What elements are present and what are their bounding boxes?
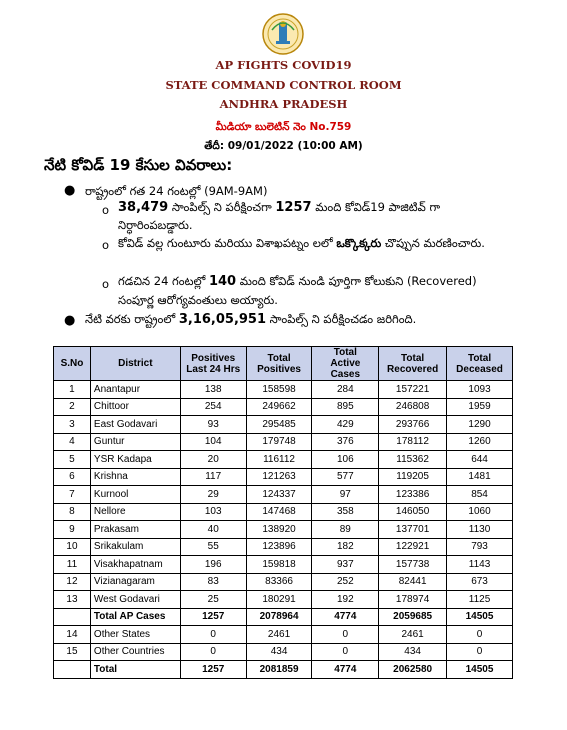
table-cell: Total AP Cases — [90, 608, 180, 626]
table-cell: 146050 — [379, 503, 447, 521]
table-cell: 2062580 — [379, 661, 447, 679]
table-cell: 2 — [54, 398, 91, 416]
table-cell: 1 — [54, 381, 91, 399]
bullet-2-text-end: సాంపిల్స్ ని పరీక్షించడం జరిగింది. — [266, 312, 417, 326]
table-cell: 11 — [54, 556, 91, 574]
table-cell: 137701 — [379, 521, 447, 539]
table-row — [54, 556, 513, 574]
sub-bullet-1a — [118, 200, 440, 217]
table-cell: 29 — [180, 486, 246, 504]
table-cell: 180291 — [246, 591, 312, 609]
table-cell: Visakhapatnam — [90, 556, 180, 574]
table-cell: 358 — [312, 503, 379, 521]
column-header: Total Recovered — [379, 347, 447, 381]
column-header: Total Deceased — [447, 347, 513, 381]
table-cell: 178974 — [379, 591, 447, 609]
table-cell: Other States — [90, 626, 180, 644]
media-bulletin-number: మీడియా బులెటిన్ నెం No.759 — [215, 121, 352, 133]
table-cell: East Godavari — [90, 416, 180, 434]
table-total-row — [54, 661, 513, 679]
table-cell: 106 — [312, 451, 379, 469]
sub-bullet-1b-text-pre: కోవిడ్ వల్ల గుంటూరు మరియు విశాఖపట్నం లలో — [118, 236, 337, 250]
table-row — [54, 521, 513, 539]
table-row — [54, 643, 513, 661]
table-cell: 1481 — [447, 468, 513, 486]
table-cell: 14505 — [447, 661, 513, 679]
sub-bullet-marker: o — [102, 277, 110, 291]
table-cell: Anantapur — [90, 381, 180, 399]
district-cases-table — [53, 346, 513, 679]
table-cell: 122921 — [379, 538, 447, 556]
table-cell: 434 — [246, 643, 312, 661]
table-cell: Total — [90, 661, 180, 679]
table-row — [54, 573, 513, 591]
table-cell: 0 — [312, 643, 379, 661]
page-title: నేటి కోవిడ్ 19 కేసుల వివరాలు: — [44, 156, 233, 174]
table-cell: 4774 — [312, 608, 379, 626]
sub-bullet-marker: o — [102, 238, 110, 252]
table-cell: 895 — [312, 398, 379, 416]
table-cell: 577 — [312, 468, 379, 486]
table-cell: Nellore — [90, 503, 180, 521]
table-row — [54, 416, 513, 434]
table-cell: 1257 — [180, 608, 246, 626]
table-cell: Chittoor — [90, 398, 180, 416]
header-line-1: AP FIGHTS COVID19 — [215, 58, 352, 72]
table-cell: 0 — [447, 626, 513, 644]
table-cell: Prakasam — [90, 521, 180, 539]
table-row — [54, 468, 513, 486]
table-row — [54, 451, 513, 469]
table-cell: Guntur — [90, 433, 180, 451]
table-cell: 25 — [180, 591, 246, 609]
table-cell: 295485 — [246, 416, 312, 434]
table-row — [54, 591, 513, 609]
table-cell: 147468 — [246, 503, 312, 521]
table-cell: 1093 — [447, 381, 513, 399]
table-cell: YSR Kadapa — [90, 451, 180, 469]
table-cell — [54, 661, 91, 679]
recovered-24h: 140 — [208, 274, 237, 289]
sub-bullet-1a-line2: నిర్ధారింపబడ్డారు. — [118, 218, 193, 232]
table-row — [54, 398, 513, 416]
table-cell: 1290 — [447, 416, 513, 434]
table-cell: Other Countries — [90, 643, 180, 661]
table-cell: 158598 — [246, 381, 312, 399]
table-cell: 12 — [54, 573, 91, 591]
column-header: Total Positives — [246, 347, 312, 381]
sub-bullet-1b-text-end: చొప్పున మరణించారు. — [381, 236, 485, 250]
table-cell: 4 — [54, 433, 91, 451]
table-cell: 117 — [180, 468, 246, 486]
table-cell: 644 — [447, 451, 513, 469]
table-cell: 252 — [312, 573, 379, 591]
table-cell: 179748 — [246, 433, 312, 451]
table-cell: Kurnool — [90, 486, 180, 504]
table-cell: 157738 — [379, 556, 447, 574]
table-cell: 178112 — [379, 433, 447, 451]
table-row — [54, 433, 513, 451]
table-cell: 1130 — [447, 521, 513, 539]
bullet-2-text — [85, 312, 416, 329]
table-cell: 89 — [312, 521, 379, 539]
table-cell: 14505 — [447, 608, 513, 626]
table-cell: 14 — [54, 626, 91, 644]
table-cell: 793 — [447, 538, 513, 556]
table-cell: 6 — [54, 468, 91, 486]
table-header-row — [54, 347, 513, 381]
total-samples-tested: 3,16,05,951 — [178, 312, 267, 327]
table-cell: 249662 — [246, 398, 312, 416]
table-cell: 138 — [180, 381, 246, 399]
header-line-2: STATE COMMAND CONTROL ROOM — [165, 78, 402, 92]
table-cell: 429 — [312, 416, 379, 434]
sub-bullet-2 — [118, 274, 477, 291]
table-cell: 115362 — [379, 451, 447, 469]
table-cell: 159818 — [246, 556, 312, 574]
table-cell: 0 — [447, 643, 513, 661]
table-cell: 123896 — [246, 538, 312, 556]
table-cell: 15 — [54, 643, 91, 661]
column-header: S.No — [54, 347, 91, 381]
table-cell: 1143 — [447, 556, 513, 574]
table-cell: 254 — [180, 398, 246, 416]
table-cell: 20 — [180, 451, 246, 469]
samples-tested-24h: 38,479 — [118, 200, 169, 215]
table-cell: 103 — [180, 503, 246, 521]
table-cell: 293766 — [379, 416, 447, 434]
table-cell: 157221 — [379, 381, 447, 399]
table-cell: 138920 — [246, 521, 312, 539]
table-cell: 1125 — [447, 591, 513, 609]
table-cell: 7 — [54, 486, 91, 504]
bullet-marker: ● — [64, 183, 76, 198]
table-cell: 3 — [54, 416, 91, 434]
table-cell: 83366 — [246, 573, 312, 591]
table-cell: 192 — [312, 591, 379, 609]
table-cell: 55 — [180, 538, 246, 556]
table-total-row — [54, 608, 513, 626]
column-header: Positives Last 24 Hrs — [180, 347, 246, 381]
sub-bullet-1a-text-mid: సాంపిల్స్ ని పరీక్షించగా — [168, 200, 276, 214]
table-cell: 673 — [447, 573, 513, 591]
table-cell: 5 — [54, 451, 91, 469]
table-cell: 196 — [180, 556, 246, 574]
table-cell: 93 — [180, 416, 246, 434]
table-cell: 10 — [54, 538, 91, 556]
column-header: District — [90, 347, 180, 381]
table-cell: 119205 — [379, 468, 447, 486]
table-cell: Vizianagaram — [90, 573, 180, 591]
sub-bullet-2-line2: సంపూర్ణ ఆరోగ్యవంతులు అయ్యారు. — [118, 293, 278, 307]
table-row — [54, 503, 513, 521]
table-cell: 9 — [54, 521, 91, 539]
table-row — [54, 486, 513, 504]
table-row — [54, 381, 513, 399]
table-cell: 0 — [180, 626, 246, 644]
table-cell: 2078964 — [246, 608, 312, 626]
sub-bullet-2-text-pre: గడచిన 24 గంటల్లో — [118, 274, 209, 288]
table-cell: 1260 — [447, 433, 513, 451]
table-cell: 116112 — [246, 451, 312, 469]
table-cell: 1060 — [447, 503, 513, 521]
table-cell: Krishna — [90, 468, 180, 486]
sub-bullet-2-text-end: మంది కోవిడ్ నుండి పూర్తిగా కోలుకుని (Recovered) — [236, 274, 477, 288]
header-line-3: ANDHRA PRADESH — [219, 97, 348, 111]
table-cell: 854 — [447, 486, 513, 504]
sub-bullet-1b — [118, 236, 485, 253]
table-cell: 82441 — [379, 573, 447, 591]
bulletin-date: తేదీ: 09/01/2022 (10:00 AM) — [204, 140, 363, 152]
table-cell: 2461 — [246, 626, 312, 644]
table-cell: 123386 — [379, 486, 447, 504]
table-cell: Srikakulam — [90, 538, 180, 556]
table-cell: 4774 — [312, 661, 379, 679]
table-cell: 182 — [312, 538, 379, 556]
table-cell: 1959 — [447, 398, 513, 416]
table-row — [54, 626, 513, 644]
bullet-1-text: రాష్ట్రంలో గత 24 గంటల్లో (9AM-9AM) — [85, 184, 268, 198]
table-cell: 97 — [312, 486, 379, 504]
table-body — [54, 381, 513, 679]
bullet-2-text-pre: నేటి వరకు రాష్ట్రంలో — [85, 312, 179, 326]
table-cell: 0 — [312, 626, 379, 644]
table-cell: 284 — [312, 381, 379, 399]
table-cell: 434 — [379, 643, 447, 661]
table-cell: 83 — [180, 573, 246, 591]
sub-bullet-marker: o — [102, 203, 110, 217]
table-cell: 0 — [180, 643, 246, 661]
table-cell — [54, 608, 91, 626]
bullet-marker: ● — [64, 313, 76, 328]
table-cell: 937 — [312, 556, 379, 574]
ap-state-emblem-icon — [262, 12, 304, 56]
sub-bullet-1a-text-end: మంది కోవిడ్19 పాజిటివ్ గా — [311, 200, 441, 214]
table-cell: 1257 — [180, 661, 246, 679]
table-cell: 40 — [180, 521, 246, 539]
table-row — [54, 538, 513, 556]
table-cell: 2461 — [379, 626, 447, 644]
table-cell: 2081859 — [246, 661, 312, 679]
table-cell: 104 — [180, 433, 246, 451]
table-cell: 13 — [54, 591, 91, 609]
table-cell: 376 — [312, 433, 379, 451]
deaths-each-text: ఒక్కొక్కరు — [336, 236, 382, 250]
table-cell: 2059685 — [379, 608, 447, 626]
table-cell: 246808 — [379, 398, 447, 416]
table-cell: 8 — [54, 503, 91, 521]
table-cell: West Godavari — [90, 591, 180, 609]
positives-24h: 1257 — [275, 200, 312, 215]
table-cell: 121263 — [246, 468, 312, 486]
table-cell: 124337 — [246, 486, 312, 504]
column-header: Total Active Cases — [312, 347, 379, 381]
